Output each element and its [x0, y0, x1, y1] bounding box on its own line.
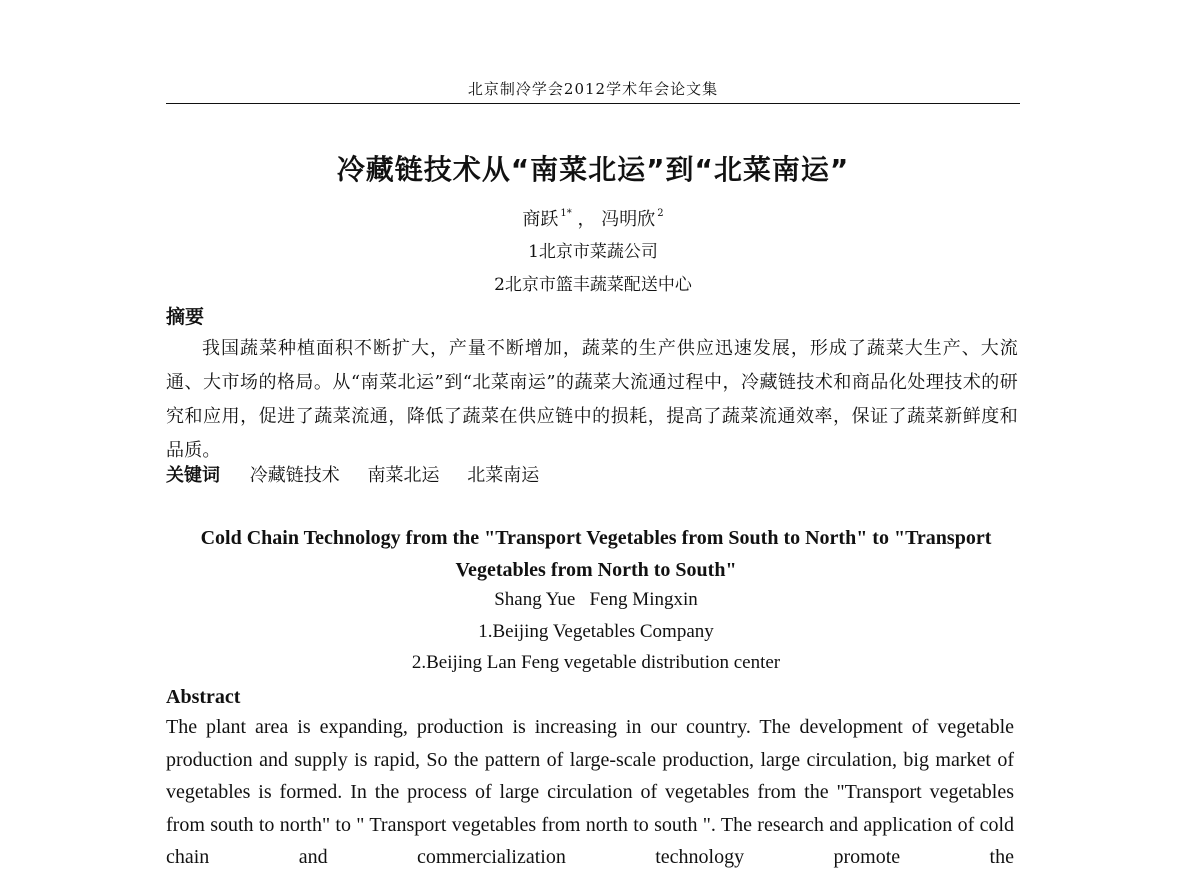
chinese-authors — [166, 205, 1020, 231]
keyword: 南菜北运 — [367, 465, 440, 486]
keyword: 冷藏链技术 — [249, 465, 340, 486]
english-authors: Shang Yue Feng Mingxin — [494, 589, 698, 610]
chinese-affiliation-2: 2北京市篮丰蔬菜配送中心 — [494, 275, 692, 295]
chinese-abstract: 我国蔬菜种植面积不断扩大，产量不断增加，蔬菜的生产供应迅速发展，形成了蔬菜大生产、大流通、大市场的格局。从“南菜北运”到“北菜南运”的蔬菜大流通过程中，冷藏链技术和商品化处理技术的研究和应用，促进了蔬菜流通，降低了蔬菜在供应链中的损耗，提高了蔬菜流通效率，保证了蔬菜新鲜度和品质。 — [166, 338, 1018, 461]
keyword: 北菜南运 — [467, 465, 540, 486]
header-rule — [166, 103, 1020, 104]
english-abstract: The plant area is expanding, production is increasing in our country. The development of vegetable production and supply is rapid, So the pattern of large-scale production, large circulation, big market of vegetables is formed. In the process of large circulation of vegetables from the "Transport vegetables from south to north" to " Transport vegetables from north to south ". The research and application of cold chain and commercialization technology promote the — [166, 716, 1014, 868]
chinese-abstract-heading: 摘要 — [166, 306, 205, 328]
english-affiliation-2: 2.Beijing Lan Feng vegetable distribution center — [411, 652, 781, 673]
english-title: Cold Chain Technology from the "Transport Vegetables from South to North" to "Transport Vegetables from North to South" — [200, 527, 992, 581]
chinese-title: 冷藏链技术从“南菜北运”到“北菜南运” — [336, 153, 850, 186]
keywords-label: 关键词 — [166, 465, 220, 486]
chinese-keywords — [166, 461, 561, 487]
author-2-mark: 2 — [657, 208, 664, 219]
english-abstract-heading: Abstract — [166, 686, 241, 708]
running-header: 北京制冷学会2012学术年会论文集 — [467, 80, 719, 98]
author-1-mark: 1* — [560, 208, 572, 219]
chinese-affiliation-1: 1北京市菜蔬公司 — [528, 242, 658, 262]
author-1: 商跃 — [522, 209, 559, 230]
author-separator: ， — [577, 209, 596, 230]
english-affiliation-1: 1.Beijing Vegetables Company — [478, 621, 714, 642]
author-2: 冯明欣 — [601, 209, 656, 230]
